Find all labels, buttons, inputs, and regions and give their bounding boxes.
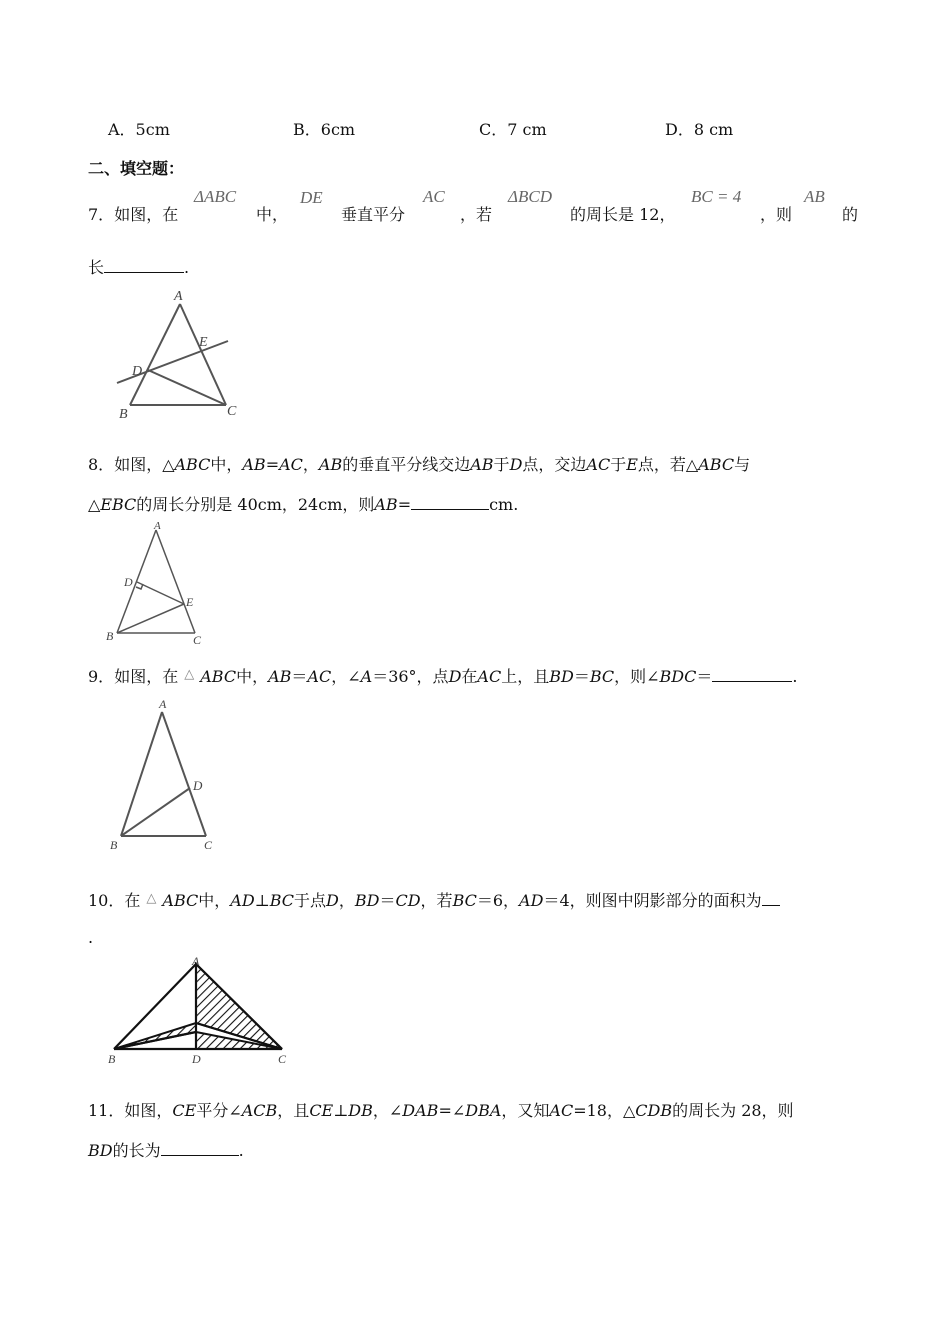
q7-label-b: B (119, 407, 128, 420)
q10-figure (104, 955, 294, 1067)
q9-label-d: D (193, 778, 203, 793)
q7-figure (110, 284, 250, 420)
option-b: B．6cm (293, 120, 356, 139)
option-c: C．7 cm (479, 120, 547, 139)
answer-blank[interactable] (104, 256, 184, 273)
q8-label-a: A (154, 520, 161, 532)
q8-line-1: 8．如图，△ABC中，AB=AC，AB的垂直平分线交边AB于D点，交边AC于E点，若△ABC与 (88, 455, 751, 474)
q7-text-2: 中， (256, 205, 289, 224)
q10-label-b: B (108, 1052, 116, 1066)
q7-text-3: 垂直平分 (341, 205, 406, 224)
q8-label-d: D (124, 575, 133, 589)
q11-line-2: BD的长为 . (88, 1141, 244, 1160)
q7-math-bc: BC = 4 (691, 187, 742, 206)
q8-label-e: E (186, 595, 194, 609)
q7-side-ac (180, 304, 226, 405)
option-a: A．5cm (108, 120, 170, 139)
q9-side-ab (121, 712, 162, 836)
q8-side-ab (117, 530, 156, 633)
q9-label-a: A (159, 697, 167, 711)
answer-blank[interactable] (161, 1139, 239, 1156)
q8-side-ac (156, 530, 195, 633)
q7-label-a: A (174, 289, 183, 304)
section-heading: 二、填空题： (88, 159, 185, 178)
q9-label-b: B (110, 838, 118, 852)
q7-segment-dc (148, 370, 226, 405)
q7-math-ab: AB (804, 187, 825, 206)
q7-text-5: 的周长是 12， (570, 205, 676, 224)
q7-math-abc: ΔABC (194, 187, 237, 206)
q7-math-ac: AC (423, 187, 445, 206)
q7-math-bcd: ΔBCD (508, 187, 552, 206)
q9-figure (104, 696, 224, 854)
q8-figure (104, 520, 214, 648)
q7-label-c: C (227, 404, 237, 419)
q7-number-text: 7．如图，在 (88, 205, 179, 224)
q10-label-a: A (192, 955, 200, 968)
q7-text-6: ，则 (760, 205, 793, 224)
q8-label-b: B (106, 629, 114, 643)
q10-label-c: C (278, 1052, 287, 1066)
q9-line-1: 9．如图，在 △ ABC中，AB＝AC，∠A＝36°，点D在AC上，且BD＝BC，则∠BDC＝ . (88, 667, 798, 686)
answer-blank[interactable] (712, 665, 792, 682)
q8-label-c: C (193, 633, 202, 647)
q7-line-2: 长 . (88, 258, 190, 277)
q9-label-c: C (204, 838, 213, 852)
q7-label-d: D (132, 364, 143, 379)
q7-math-de: DE (300, 188, 323, 207)
q10-segment-b (114, 1032, 196, 1049)
q10-label-d: D (192, 1052, 201, 1066)
option-d: D．8 cm (665, 120, 734, 139)
answer-blank[interactable] (762, 889, 780, 906)
q9-side-ac (162, 712, 206, 836)
q8-line-2: △EBC的周长分别是 40cm，24cm，则AB= cm. (88, 495, 519, 514)
q7-text-4: ，若 (460, 205, 493, 224)
q7-label-e: E (199, 335, 208, 350)
q11-line-1: 11．如图，CE平分∠ACB，且CE⊥DB，∠DAB=∠DBA，又知AC=18，△CDB的周长为 28，则 (88, 1101, 794, 1120)
q8-right-angle-mark (136, 584, 143, 589)
q10-line-1: 10．在 △ ABC中，AD⊥BC于点D，BD＝CD，若BC＝6，AD＝4，则图中阴影部分的面积为 (88, 888, 780, 911)
q7-text-7: 的 (842, 205, 859, 224)
q10-line-2: . (88, 928, 94, 947)
answer-blank[interactable] (411, 493, 489, 510)
q9-segment-bd (121, 788, 190, 836)
q7-side-ab (130, 304, 180, 405)
